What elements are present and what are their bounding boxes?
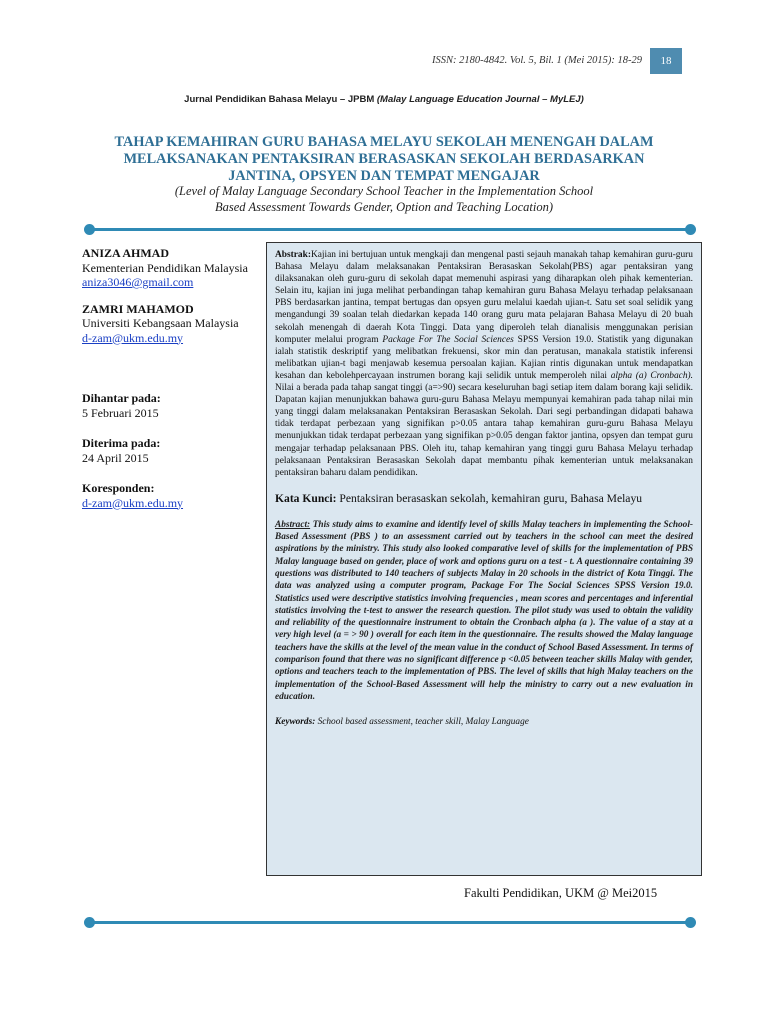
- keywords-text: School based assessment, teacher skill, Malay Language: [317, 717, 529, 728]
- issn-line: ISSN: 2180-4842. Vol. 5, Bil. 1 (Mei 2015): 18-29: [432, 55, 642, 66]
- paper-title-english-line: (Level of Malay Language Secondary School Teacher in the Implementation School: [174, 184, 594, 198]
- keywords-label: Keywords:: [275, 717, 316, 728]
- footer-faculty: Fakulti Pendidikan, UKM @ Mei2015: [464, 886, 658, 900]
- kata-kunci-label: Kata Kunci:: [275, 491, 337, 505]
- author-affiliation: Kementerian Pendidikan Malaysia: [82, 260, 248, 275]
- correspondent-email-link[interactable]: d-zam@ukm.edu.my: [82, 495, 184, 510]
- accepted-date: 24 April 2015: [82, 450, 149, 465]
- paper-title-english-line: Based Assessment Towards Gender, Option and Teaching Location): [215, 199, 553, 214]
- divider-rule-bottom: [90, 921, 690, 924]
- author-name: ZAMRI MAHAMOD: [82, 301, 194, 316]
- abstrak-italic-text: Package For The Social Sciences: [382, 334, 514, 345]
- abstrak-italic-text: alpha (a) Cronbach).: [610, 370, 693, 381]
- journal-name-ms: Jurnal Pendidikan Bahasa Melayu – JPBM: [184, 94, 375, 105]
- kata-kunci-text: Pentaksiran berasaskan sekolah, kemahiran guru, Bahasa Melayu: [339, 491, 643, 505]
- author-email-link[interactable]: d-zam@ukm.edu.my: [82, 330, 184, 345]
- kata-kunci: [275, 492, 693, 505]
- paper-title-line: TAHAP KEMAHIRAN GURU BAHASA MELAYU SEKOLAH MENENGAH DALAM: [114, 134, 654, 150]
- author-name: ANIZA AHMAD: [82, 246, 170, 260]
- author-column: [82, 246, 262, 510]
- journal-name: [0, 94, 768, 105]
- abstrak-paragraph: [275, 249, 693, 479]
- author-affiliation: Universiti Kebangsaan Malaysia: [82, 316, 239, 330]
- keywords: [275, 717, 693, 727]
- abstrak-text: Kajian ini bertujuan untuk mengkaji dan mengenal pasti sejauh manakah tahap kemahiran guru-guru Bahasa Melayu dalam melaksanakan Pentaksiran Berasaskan Sekolah(PBS) agar pentaksiran yang dilaksanakan oleh guru-guru di sekolah dapat memenuhi aspirasi yang diharapkan oleh pihak kementerian. Selain itu, kajian ini juga melihat perbandingan tahap kemahiran guru Bahasa Melayu terhadap pelaksanaan PBS berdasarkan jantina, tempat bertugas dan opsyen guru melalui kaedah ujian-t. Satu set soal selidik yang mengandungi 39 soalan telah diedarkan kepada 140 orang guru mata pelajaran Bahasa Melayu di 20 buah sekolah menengah di daerah Kota Tinggi. Data yang diperoleh telah dianalisis menggunakan perisian komputer melalui program: [275, 250, 693, 345]
- abstract-english-text: This study aims to examine and identify level of skills Malay teachers in implementing the School-Based Assessment (PBS ) to an assessment carried out by teachers in the school can meet the desired aspirations by the ministry. This study also looked comparative level of skills for the implementation of PBS Malay language based on gender, place of work and options guru on a test - t. A questionnaire containing 39 questions was distributed to 140 teachers of subjects Malay in 20 schools in the district of Kota Tinggi. The data was analyzed using a computer program, Package For The Social Sciences SPSS Version 19.0. Statistics used were descriptive statistics involving frequencies , mean scores and percentages and inferential statistics involving the t-test to answer the research question. The pilot study was used to obtain the validity and reliability of the questionnaire instrument to obtain the Cronbach alpha (a ). The value of a stay at a very high level (a = > 90 ) overall for each item in the questionnaire. The results showed the Malay language teachers have the skills at the level of the mean value in the conduct of School Based Assessment. In terms of comparison found that there was no significant difference p <0.05 between teacher skills Malay with gender, options and teachers teach to the implementation of PBS. The level of skills that high Malay teachers on the implementation of the School-Based Assessment will help the ministry to carry out a new evaluation in education.: [275, 519, 693, 702]
- abstract-english-label: Abstract:: [275, 519, 311, 530]
- abstrak-text: SPSS Version 19.0. Statistik yang digunakan ialah statistik deskriptif yang melibatkan frekuensi, skor min dan peratusan, manakala statistik inferensi melibatkan ujian-t bagi menjawab kesemua persoalan kajian. Kajian rintis digunakan untuk mendapatkan kesahan dan kebolehpercayaan instrumen borang kaji selidik untuk memperoleh nilai: [275, 334, 693, 381]
- submitted-label: Dihantar pada:: [82, 391, 161, 405]
- abstrak-text: Nilai a berada pada tahap sangat tinggi (a=>90) secara keseluruhan bagi setiap item dalam borang kaji selidik. Dapatan kajian menunjukkan bahawa guru-guru Bahasa Melayu mempunyai kemahiran pada tahap nilai min yang tinggi dalam melaksanakan Pentaksiran Berasaskan Sekolah. Dari segi perbandingan didapati bahawa tidak terdapat perbezaan yang signifikan p>0.05 antara tahap kemahiran guru-guru Bahasa Melayu menunjukkan tidak terdapat perbezaan yang signifikan p>0.05 dengan faktor jantina, opsyen dan tempat guru mengajar terhadap pelaksanaan PBS. Oleh itu, tahap kemahiran yang tinggi guru Bahasa Melayu terhadap pelaksanaan Pentaksiran Berasaskan Sekolah dapat membantu pihak kementerian untuk melaksanakan pentaksiran baharu dalam pendidikan.: [275, 383, 693, 478]
- submitted-date: 5 Februari 2015: [82, 405, 159, 420]
- author-email-link[interactable]: aniza3046@gmail.com: [82, 275, 194, 289]
- paper-title: [60, 134, 708, 185]
- abstract-english-paragraph: [275, 519, 693, 703]
- paper-title-line: MELAKSANAKAN PENTAKSIRAN BERASASKAN SEKOLAH BERDASARKAN: [123, 151, 645, 167]
- journal-name-en: (Malay Language Education Journal – MyLEJ): [376, 94, 584, 105]
- accepted-label: Diterima pada:: [82, 436, 161, 450]
- paper-title-line: JANTINA, OPSYEN DAN TEMPAT MENGAJAR: [228, 168, 540, 184]
- abstract-box: [266, 242, 702, 876]
- page-number-badge: 18: [650, 48, 682, 74]
- divider-rule-top: [90, 228, 690, 231]
- paper-title-english: [60, 184, 708, 215]
- correspondent-label: Koresponden:: [82, 481, 155, 495]
- abstrak-label: Abstrak:: [275, 250, 311, 260]
